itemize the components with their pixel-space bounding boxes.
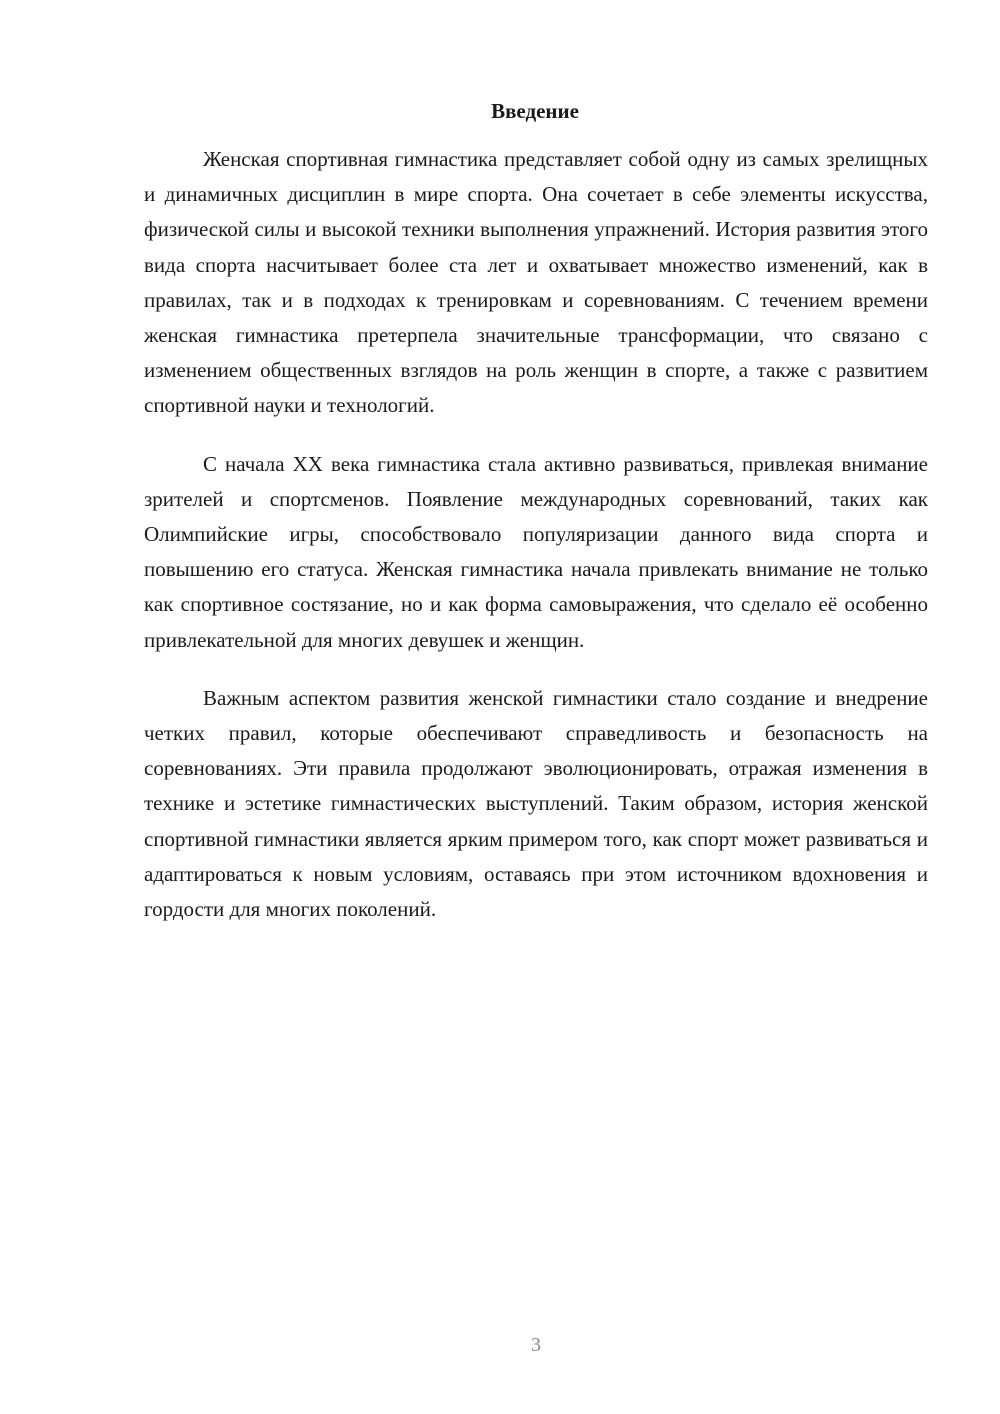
body-text xyxy=(144,142,928,950)
section-title: Введение xyxy=(491,99,579,123)
page-number: 3 xyxy=(531,1334,541,1356)
paragraph-3: Важным аспектом развития женской гимнастики стало создание и внедрение четких правил, которые обеспечивают справедливость и безопасность на соревнованиях. Эти правила продолжают эволюционировать, отражая изменения в технике и эстетике гимнастических выступлений. Таким образом, история женской спортивной гимнастики является ярким примером того, как спорт может развиваться и адаптироваться к новым условиям, оставаясь при этом источником вдохновения и гордости для многих поколений. xyxy=(144,685,928,922)
paragraph-1: Женская спортивная гимнастика представляет собой одну из самых зрелищных и динамичных дисциплин в мире спорта. Она сочетает в себе элементы искусства, физической силы и высокой техники выполнения упражнений. История развития этого вида спорта насчитывает более ста лет и охватывает множество изменений, как в правилах, так и в подходах к тренировкам и соревнованиям. С течением времени женская гимнастика претерпела значительные трансформации, что связано с изменением общественных взглядов на роль женщин в спорте, а также с развитием спортивной науки и технологий. xyxy=(144,147,928,418)
paragraph-2: С начала XX века гимнастика стала активно развиваться, привлекая внимание зрителей и спортсменов. Появление международных соревнований, таких как Олимпийские игры, способствовало популяризации данного вида спорта и повышению его статуса. Женская гимнастика начала привлекать внимание не только как спортивное состязание, но и как форма самовыражения, что сделало её особенно привлекательной для многих девушек и женщин. xyxy=(144,451,928,652)
